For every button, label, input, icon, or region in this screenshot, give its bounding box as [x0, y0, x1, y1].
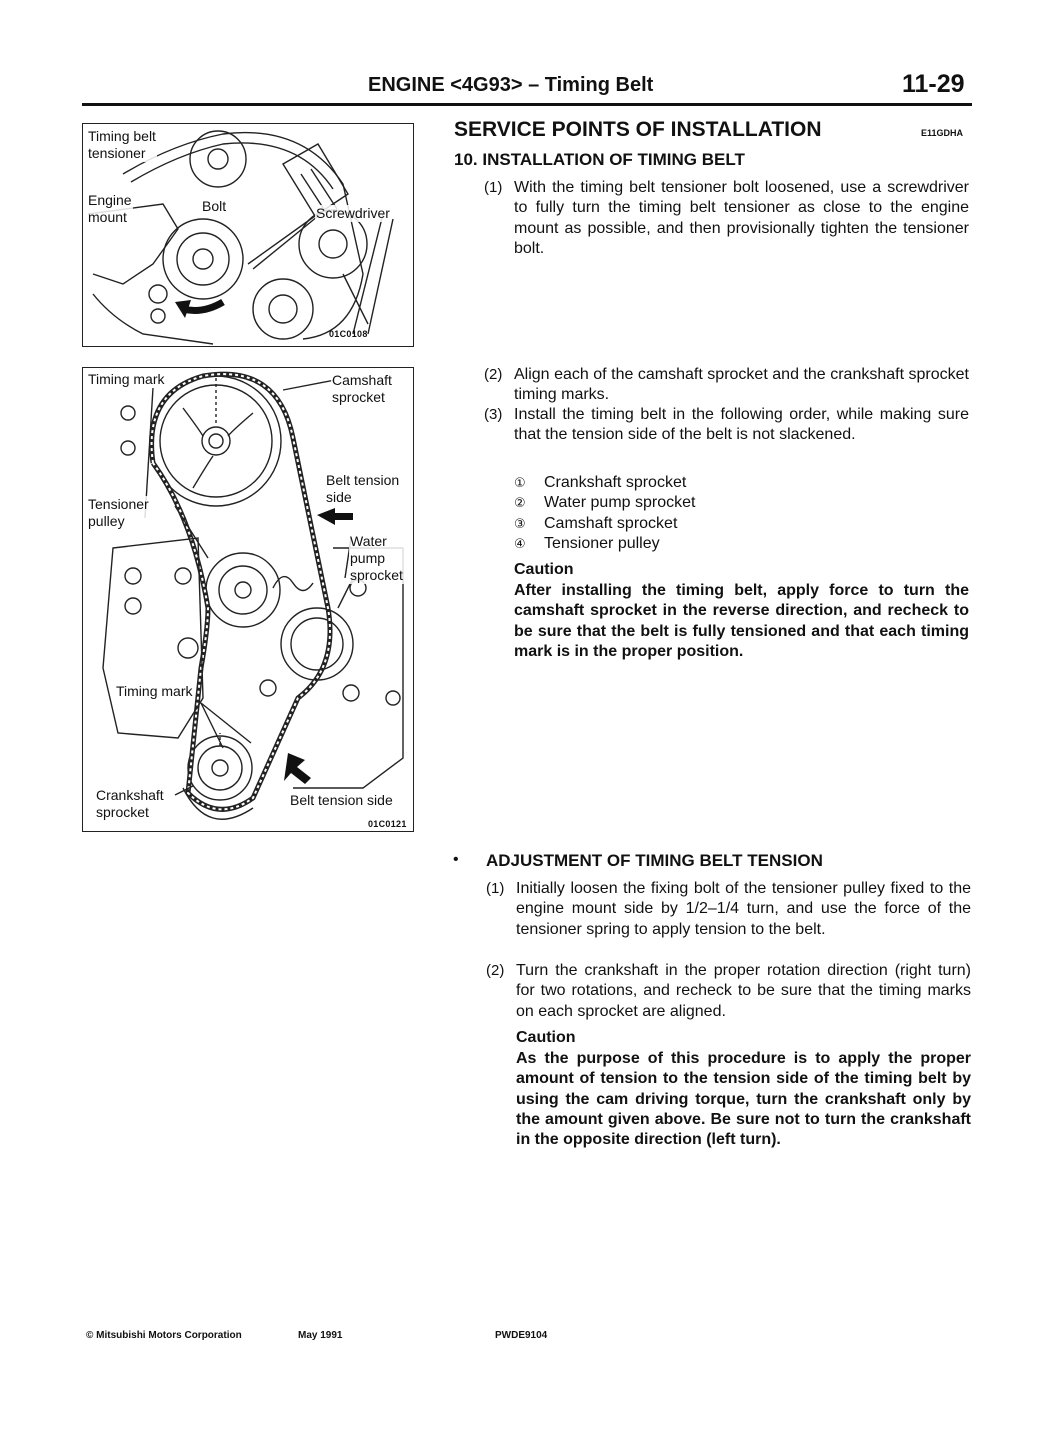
step-text: Install the timing belt in the following order, while making sure that the tension side of the belt is not slackened. — [514, 406, 969, 444]
step-text: Align each of the camshaft sprocket and the crankshaft sprocket timing marks. — [514, 366, 969, 404]
footer-doc-code: PWDE9104 — [495, 1330, 548, 1341]
footer-copyright: © Mitsubishi Motors Corporation — [86, 1330, 242, 1341]
caution-text: As the purpose of this procedure is to apply the proper amount of tension to the tension side of the timing belt by using the cam driving torque, turn the crankshaft only by the amount given above. Be sure not to turn the crankshaft in the opposite direction (left turn). — [516, 1050, 971, 1149]
label-screwdriver: Screwdriver — [316, 205, 390, 221]
caution-text: After installing the timing belt, apply force to turn the camshaft sprocket in the reverse direction, and recheck to be sure that the belt is fully tensioned and that each timing mark is in the proper position. — [514, 582, 969, 660]
figure-code: 01C0121 — [368, 819, 407, 829]
subsection-title: 10. INSTALLATION OF TIMING BELT — [454, 150, 745, 169]
installation-order-list — [514, 473, 695, 554]
step-number: (1) — [486, 880, 505, 897]
list-item: ④ Tensioner pulley — [514, 534, 660, 552]
label-timing-mark-cam: Timing mark — [88, 371, 165, 387]
footer-date: May 1991 — [298, 1330, 343, 1341]
step-number: (1) — [484, 179, 503, 196]
label-belt-tension-side-upper: Belt tension side — [326, 472, 400, 505]
label-bolt: Bolt — [202, 198, 227, 214]
step-number: (2) — [486, 962, 505, 979]
figure-tensioner-screwdriver — [82, 123, 414, 347]
list-item: ③ Camshaft sprocket — [514, 514, 678, 532]
label-timing-belt-tensioner: Timing belt tensioner — [88, 128, 156, 161]
adjustment-title: ADJUSTMENT OF TIMING BELT TENSION — [486, 851, 823, 870]
label-tensioner-pulley: Tensioner pulley — [88, 496, 149, 529]
page-number: 11-29 — [902, 70, 965, 98]
label-engine-mount: Engine mount — [88, 192, 132, 225]
list-item: ② Water pump sprocket — [514, 494, 696, 512]
step-text: With the timing belt tensioner bolt loosened, use a screwdriver to fully turn the timing belt tensioner as close to the engine mount as possible, and then provisionally tighten the tensioner bolt. — [514, 179, 969, 257]
figure-code: 01C0108 — [329, 329, 368, 339]
list-item: ① Crankshaft sprocket — [514, 474, 687, 491]
caution-heading: Caution — [516, 1029, 576, 1046]
step-text: Turn the crankshaft in the proper rotation direction (right turn) for two rotations, and recheck to be sure that the timing marks on each sprocket are aligned. — [516, 962, 971, 1020]
figure-timing-belt-routing — [82, 367, 414, 832]
label-water-pump-sprocket: Water pump sprocket — [350, 533, 403, 583]
page-header-title: ENGINE <4G93> – Timing Belt — [368, 74, 654, 96]
caution-heading: Caution — [514, 561, 574, 578]
step-number: (3) — [484, 406, 503, 423]
label-belt-tension-side-lower: Belt tension side — [290, 792, 393, 808]
step-text: Initially loosen the fixing bolt of the tensioner pulley fixed to the engine mount side by 1/2–1/4 turn, and use the force of the tensioner spring to apply tension to the belt. — [516, 880, 971, 938]
label-crankshaft-sprocket: Crankshaft sprocket — [96, 787, 164, 820]
label-timing-mark-crank: Timing mark — [116, 683, 193, 699]
section-title: SERVICE POINTS OF INSTALLATION — [454, 118, 822, 141]
label-camshaft-sprocket: Camshaft sprocket — [332, 372, 392, 405]
header-rule — [82, 103, 972, 106]
belt-routing-illustration — [83, 368, 413, 831]
bullet-icon: • — [453, 851, 459, 868]
step-number: (2) — [484, 366, 503, 383]
section-code: E11GDHA — [921, 128, 964, 138]
